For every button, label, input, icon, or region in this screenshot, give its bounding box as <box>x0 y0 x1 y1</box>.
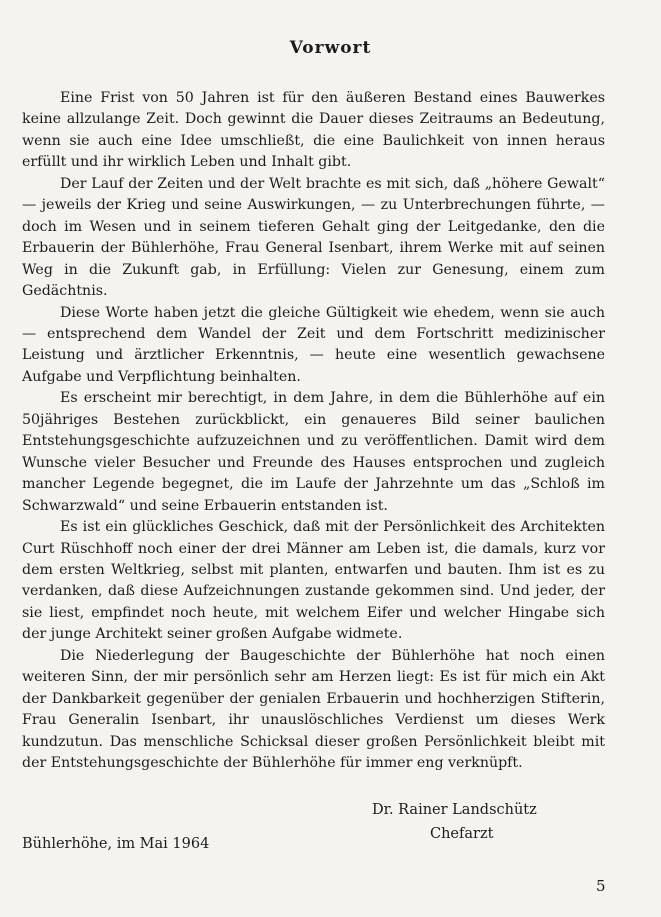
paragraph-2: Der Lauf der Zeiten und der Welt brachte es mit sich, daß „höhere Gewalt“ — jeweils der Krieg und seine Auswirkungen, — zu Unterbrechungen führte, — doch im Wesen und in seinem tieferen Gehalt ging der Leitgedanke, den die Erbauerin der Bühlerhöhe, Frau General Isenbart, ihrem Werke mit auf seinen Weg in die Zukunft gab, in Erfüllung: Vielen zur Genesung, einem zum Gedächtnis. <box>22 175 605 300</box>
place-date: Bühlerhöhe, im Mai 1964 <box>22 836 210 852</box>
paragraph-5: Es ist ein glückliches Geschick, daß mit der Persönlichkeit des Architekten Curt Rüschhoff noch einer der drei Männer am Leben ist, die damals, kurz vor dem ersten Weltkrieg, selbst mit planten, entwarfen und bauten. Ihm ist es zu verdanken, daß diese Aufzeichnungen zustande gekommen sind. Und jeder, der sie liest, empfindet noch heute, mit welchem Eifer und welcher Hingabe sich der junge Architekt seiner großen Aufgabe widmete. <box>22 519 605 643</box>
page-title: Vorwort <box>289 38 372 58</box>
page-number: 5 <box>596 877 606 895</box>
signature-name: Dr. Rainer Landschütz <box>372 802 537 818</box>
signature-role: Chefarzt <box>430 826 494 842</box>
body-text <box>22 88 605 775</box>
paragraph-3: Diese Worte haben jetzt die gleiche Gültigkeit wie ehedem, wenn sie auch — entsprechend dem Wandel der Zeit und dem Fortschritt medizinischer Leistung und ärztlicher Erkenntnis, — heute eine wesentlich gewachsene Aufgabe und Verpflichtung beinhalten. <box>22 304 605 385</box>
paragraph-1: Eine Frist von 50 Jahren ist für den äußeren Bestand eines Bauwerkes keine allzulange Zeit. Doch gewinnt die Dauer dieses Zeitraums an Bedeutung, wenn sie auch eine Idee umschließt, die eine Baulichkeit von innen heraus erfüllt und ihr wirklich Leben und Inhalt gibt. <box>22 90 605 171</box>
paragraph-6: Die Niederlegung der Baugeschichte der Bühlerhöhe hat noch einen weiteren Sinn, der mir persönlich sehr am Herzen liegt: Es ist für mich ein Akt der Dankbarkeit gegenüber der genialen Erbauerin und hochherzigen Stifterin, Frau Generalin Isenbart, ihr unauslöschliches Verdienst um dieses Werk kundzutun. Das menschliche Schicksal dieser großen Persönlichkeit bleibt mit der Entstehungsgeschichte der Bühlerhöhe für immer eng verknüpft. <box>22 647 605 772</box>
paragraph-4: Es erscheint mir berechtigt, in dem Jahre, in dem die Bühlerhöhe auf ein 50jähriges Bestehen zurückblickt, ein genaueres Bild seiner baulichen Entstehungsgeschichte aufzuzeichnen und zu veröffentlichen. Damit wird dem Wunsche vieler Besucher und Freunde des Hauses entsprochen und zugleich mancher Legende begegnet, die im Laufe der Jahrzehnte um das „Schloß im Schwarzwald“ und seine Erbauerin entstanden ist. <box>22 390 605 514</box>
